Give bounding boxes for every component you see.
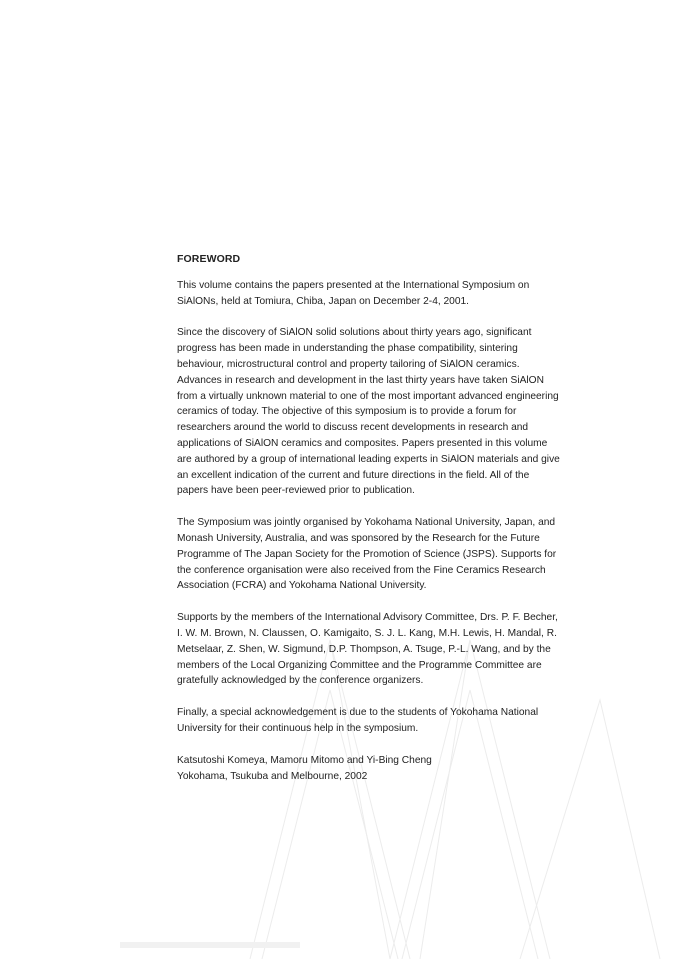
signature-block: Katsutoshi Komeya, Mamoru Mitomo and Yi-Bing Cheng Yokohama, Tsukuba and Melbourne, 2002 — [177, 754, 432, 782]
committee-paragraph: Supports by the members of the International Advisory Committee, Drs. P. F. Becher, I. W. M. Brown, N. Claussen, O. Kamigaito, S. J. L. Kang, M.H. Lewis, H. Mandal, R. Metselaar, Z. Shen, W. Sigmund, D.P. Thompson, A. Tsuge, P.-L. Wang, and by the members of the Local Organizing Committee and the Programme Committee are gratefully acknowledged by the conference organizers. — [177, 612, 558, 687]
acknowledgement-paragraph: Finally, a special acknowledgement is due to the students of Yokohama National University for their continuous help in the symposium. — [177, 707, 539, 734]
history-paragraph: Since the discovery of SiAlON solid solutions about thirty years ago, significant progress has been made in understanding the phase compatibility, sintering behaviour, microstructural control and property tailoring of SiAlON ceramics. Advances in research and development in the last thirty years have taken SiAlON from a virtually unknown material to one of the most important advanced engineering ceramics of today. The objective of this symposium is to provide a forum for researchers around the world to discuss recent developments in research and applications of SiAlON ceramics and composites. Papers presented in this volume are authored by a group of international leading experts in SiAlON materials and give an excellent indication of the current and future directions in the field. All of the papers have been peer-reviewed prior to publication. — [177, 327, 560, 497]
organisation-paragraph: The Symposium was jointly organised by Yokohama National University, Japan, and Monash University, Australia, and was sponsored by the Research for the Future Programme of The Japan Society for the Promotion of Science (JSPS). Supports for the conference organisation were also received from the Fine Ceramics Research Association (FCRA) and Yokohama National University. — [177, 517, 557, 592]
foreword-body — [177, 252, 597, 784]
page-title: FOREWORD — [177, 253, 241, 265]
intro-paragraph: This volume contains the papers presented at the International Symposium on SiAlONs, held at Tomiura, Chiba, Japan on December 2-4, 2001. — [177, 279, 530, 307]
